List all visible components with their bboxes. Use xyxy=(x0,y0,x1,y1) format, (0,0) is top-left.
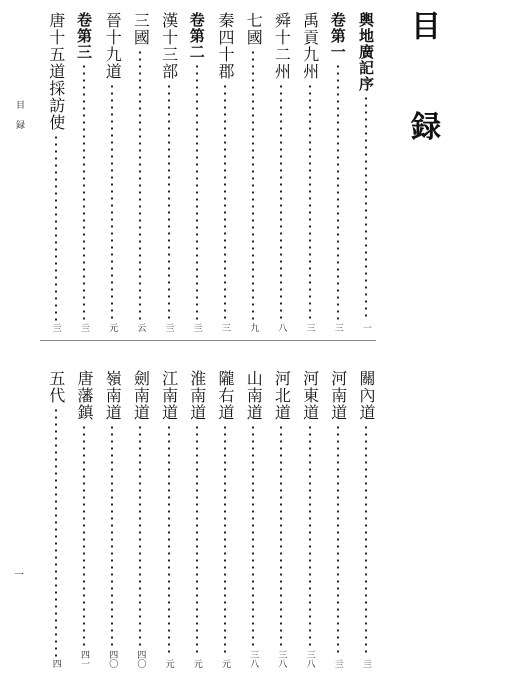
toc-entry[interactable] xyxy=(187,370,207,670)
dot-leader xyxy=(280,424,282,648)
toc-page-number: 八 xyxy=(276,323,287,332)
dot-leader xyxy=(55,407,57,657)
toc-page-number: 亖 xyxy=(50,323,61,332)
toc-page-number: 亖 xyxy=(163,323,174,332)
toc-page-number: 一 xyxy=(361,323,371,332)
toc-entry-title: 淮南道 xyxy=(187,370,207,421)
toc-entry-title: 河北道 xyxy=(272,370,292,421)
toc-section-heading: 卷第二 xyxy=(187,12,206,60)
dot-leader xyxy=(83,424,85,648)
toc-entry-title: 七國 xyxy=(244,12,264,46)
toc-entry-title: 五代 xyxy=(46,370,66,404)
toc-page-number: 元 xyxy=(191,659,202,668)
toc-entry-title: 河南道 xyxy=(328,370,348,421)
toc-entry[interactable] xyxy=(300,370,320,670)
toc-page-number: 三八 xyxy=(276,650,287,668)
toc-entry[interactable] xyxy=(328,12,348,334)
toc-entry-title: 江南道 xyxy=(159,370,179,421)
toc-entry[interactable] xyxy=(102,370,122,670)
toc-entry[interactable] xyxy=(159,12,179,334)
toc-page-number: 四〇 xyxy=(107,650,118,668)
toc-entry[interactable] xyxy=(328,370,348,670)
dot-leader xyxy=(337,424,339,657)
toc-page-number: 亖 xyxy=(361,659,371,668)
toc-entry-title: 唐十五道採訪使 xyxy=(46,12,66,131)
toc-page-number: 元 xyxy=(107,323,118,332)
toc-entry[interactable] xyxy=(300,12,320,334)
toc-page-number: 四 xyxy=(50,659,61,668)
toc-entry-title: 三國 xyxy=(131,12,151,46)
toc-entry-title: 舜十二州 xyxy=(272,12,292,80)
toc-entry-title: 晉十九道 xyxy=(103,12,123,80)
toc-page-number: 亖 xyxy=(79,323,89,332)
toc-entry[interactable] xyxy=(74,12,94,334)
toc-entry-title: 漢十三部 xyxy=(159,12,179,80)
dot-leader xyxy=(139,49,141,321)
toc-entry-title: 山南道 xyxy=(244,370,264,421)
toc-page-number: 三八 xyxy=(304,650,315,668)
toc-entry[interactable] xyxy=(46,370,66,670)
dot-leader xyxy=(309,424,311,648)
toc-entry-title: 禹貢九州 xyxy=(300,12,320,80)
toc-entry[interactable] xyxy=(243,12,263,334)
toc-page-number: 四〇 xyxy=(135,650,146,668)
toc-entry-title: 河東道 xyxy=(300,370,320,421)
toc-page-number: 亖 xyxy=(191,323,202,332)
toc-page-number: 元 xyxy=(163,659,174,668)
dot-leader xyxy=(252,424,254,648)
toc-entry[interactable] xyxy=(215,370,235,670)
toc-section-heading: 卷第一 xyxy=(328,12,347,60)
dot-leader xyxy=(168,83,170,321)
page-title: 目 録 xyxy=(405,10,440,171)
toc-page-number: 云 xyxy=(135,323,146,332)
toc-entry[interactable] xyxy=(46,12,66,334)
dot-leader xyxy=(224,424,226,657)
toc-entry[interactable] xyxy=(74,370,94,670)
toc-entry[interactable] xyxy=(271,12,291,334)
toc-entry[interactable] xyxy=(271,370,291,670)
dot-leader xyxy=(55,134,57,321)
folio-number: 一 xyxy=(14,570,24,581)
toc-page-number: 三八 xyxy=(248,650,259,668)
dot-leader xyxy=(83,63,85,321)
dot-leader xyxy=(196,63,198,321)
toc-entry[interactable] xyxy=(102,12,122,334)
dot-leader xyxy=(224,83,226,321)
toc-entry-title: 關內道 xyxy=(357,370,376,421)
toc-entry-title: 秦四十郡 xyxy=(216,12,235,80)
toc-entry[interactable] xyxy=(356,12,376,334)
toc-section-heading: 輿地廣記序 xyxy=(357,12,375,92)
toc-entry-title: 劍南道 xyxy=(131,370,151,421)
toc-page-number: 三 xyxy=(332,323,343,332)
toc-page-number: 三 xyxy=(304,323,315,332)
dot-leader xyxy=(337,63,339,321)
running-header: 目 録 xyxy=(14,100,24,133)
dot-leader xyxy=(168,424,170,657)
dot-leader xyxy=(309,83,311,321)
dot-leader xyxy=(365,424,367,657)
dot-leader xyxy=(111,424,113,648)
toc-page-number: 三 xyxy=(220,323,230,332)
section-divider xyxy=(40,340,376,341)
dot-leader xyxy=(252,49,254,321)
toc-page-number: 四一 xyxy=(79,650,89,668)
toc-entry[interactable] xyxy=(130,12,150,334)
dot-leader xyxy=(196,424,198,657)
toc-entry[interactable] xyxy=(215,12,235,334)
dot-leader xyxy=(365,95,367,321)
toc-entry-title: 隴右道 xyxy=(216,370,235,421)
toc-page-number: 亖 xyxy=(332,659,343,668)
toc-page-number: 元 xyxy=(220,659,230,668)
toc-section-heading: 卷第三 xyxy=(75,12,93,60)
dot-leader xyxy=(111,83,113,321)
toc-entry[interactable] xyxy=(187,12,207,334)
toc-entry[interactable] xyxy=(243,370,263,670)
toc-entry-title: 唐藩鎮 xyxy=(75,370,94,421)
toc-entry[interactable] xyxy=(130,370,150,670)
toc-entry-title: 嶺南道 xyxy=(103,370,123,421)
dot-leader xyxy=(280,83,282,321)
toc-page-number: 九 xyxy=(248,323,259,332)
toc-entry[interactable] xyxy=(159,370,179,670)
dot-leader xyxy=(139,424,141,648)
toc-entry[interactable] xyxy=(356,370,376,670)
